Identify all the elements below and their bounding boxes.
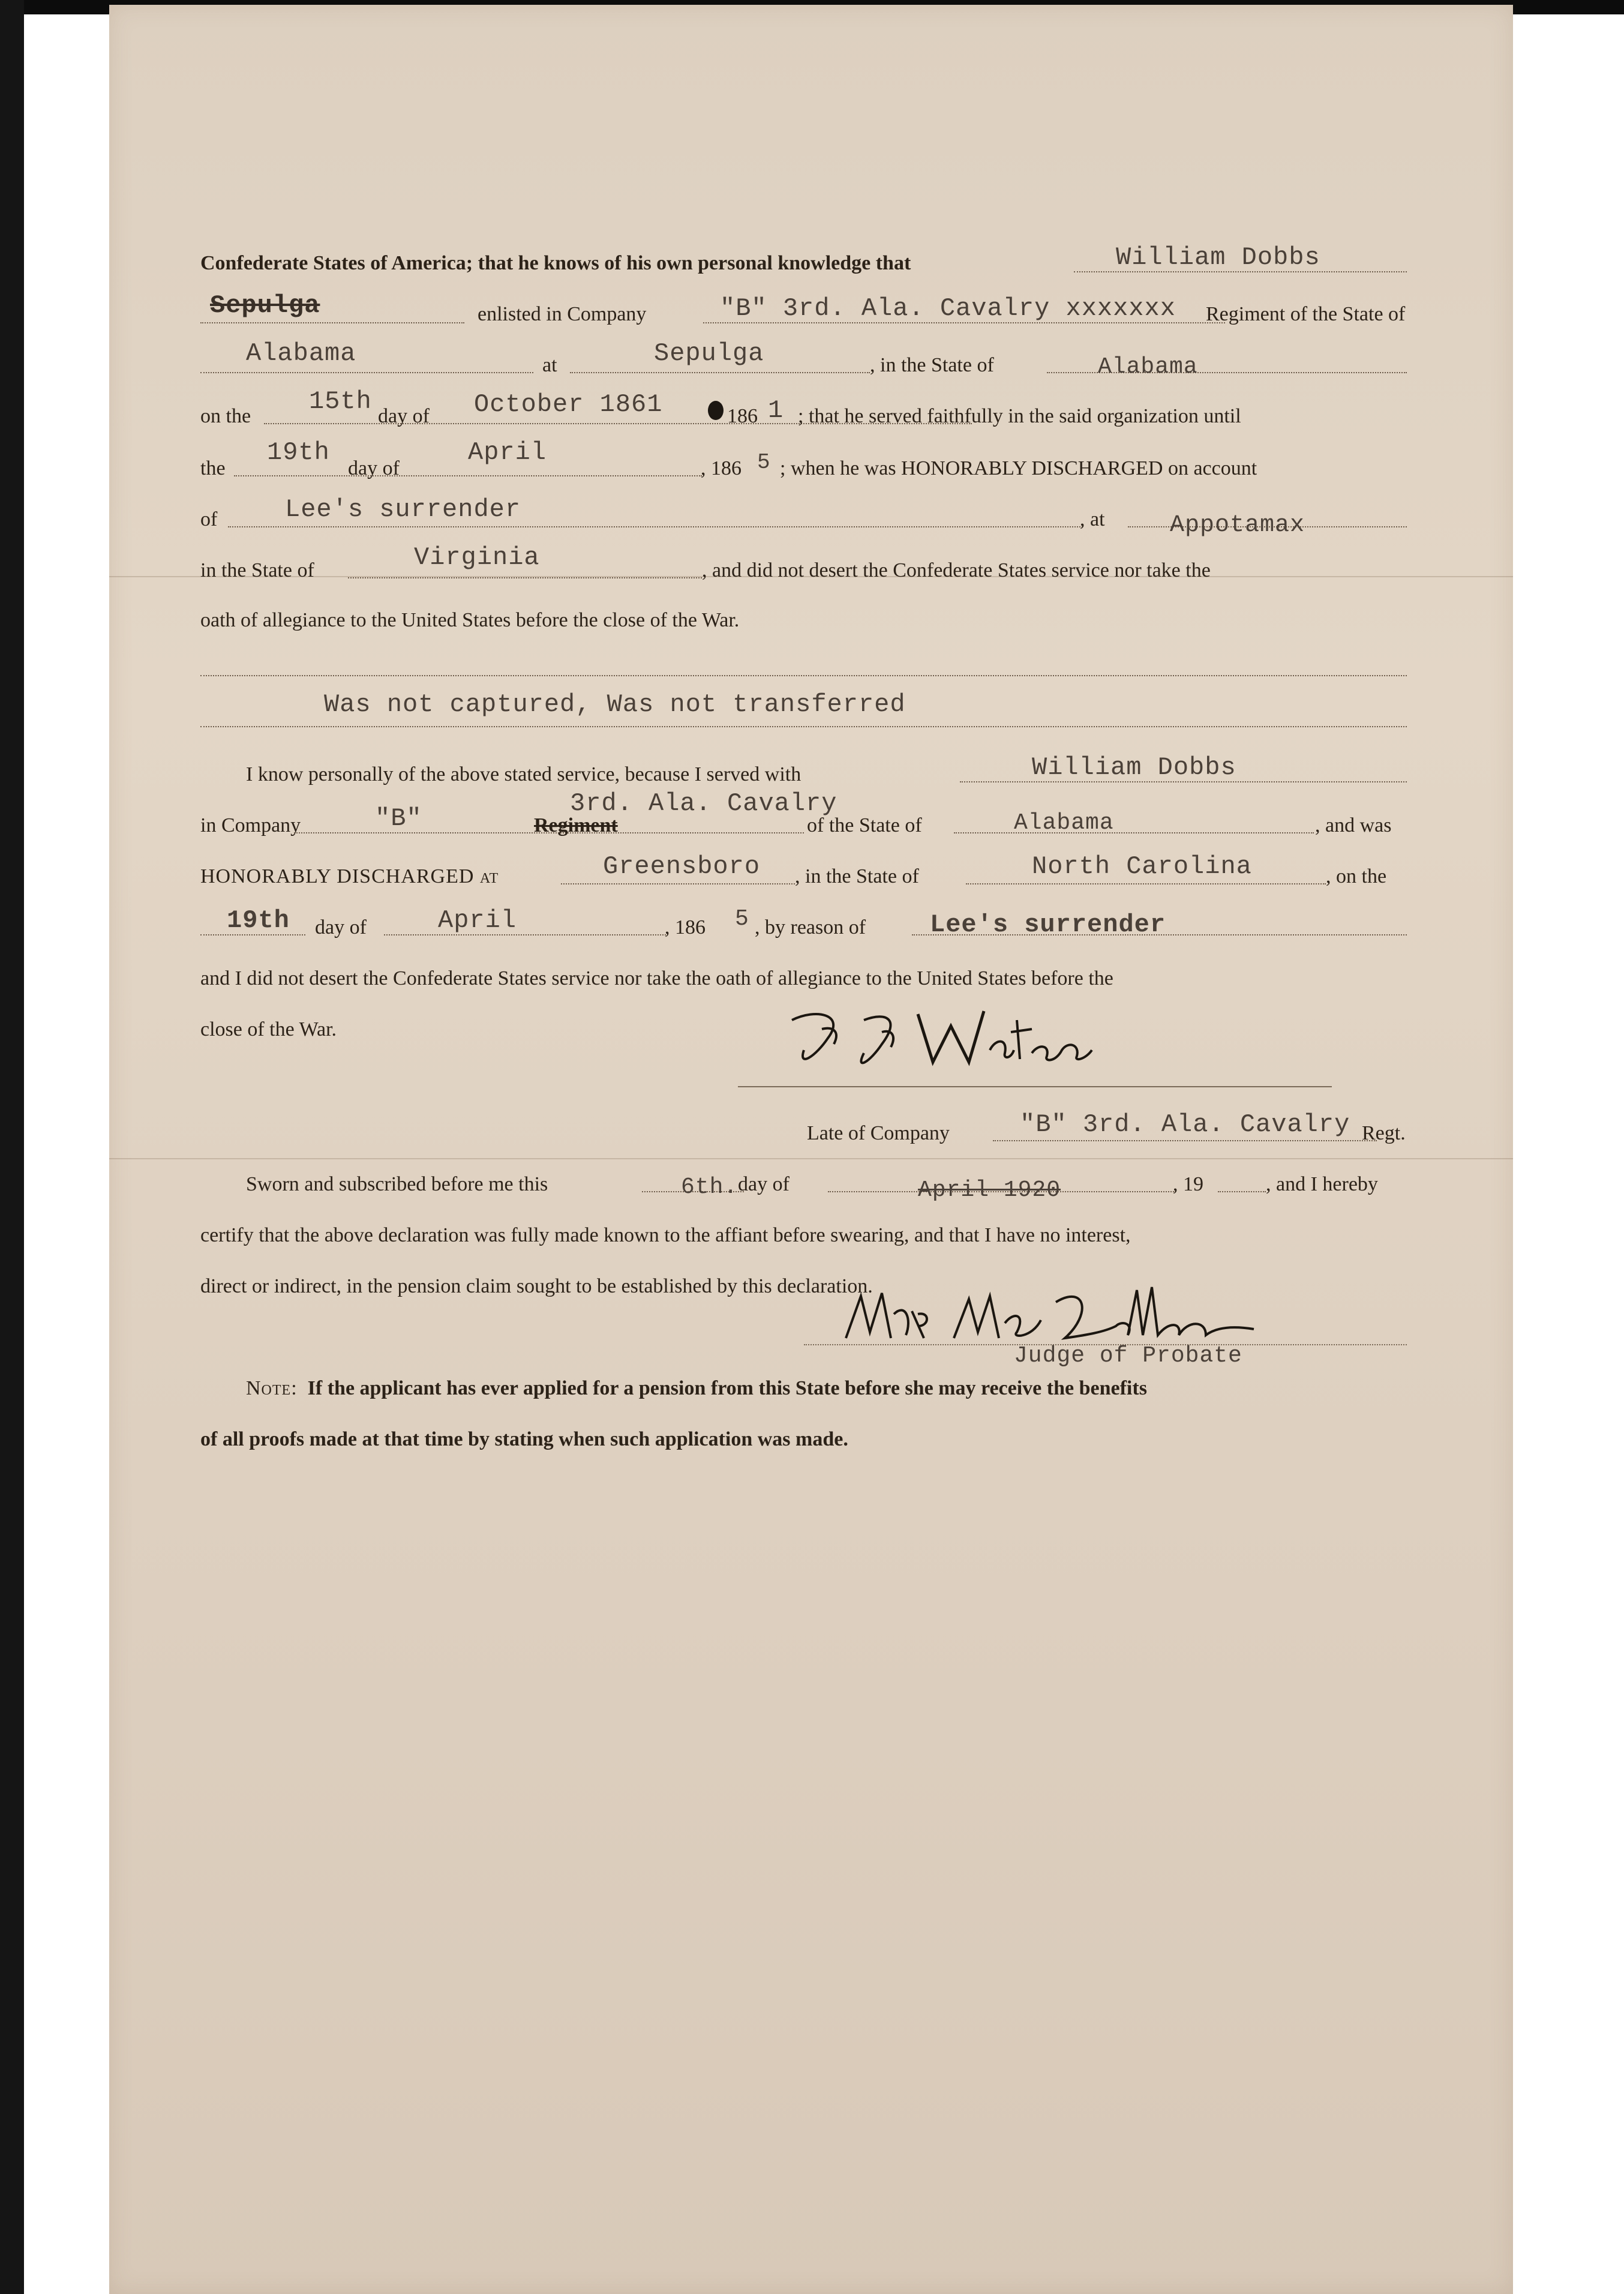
enlist-month: October 1861 (474, 390, 663, 419)
discharge-year-digit: 5 (757, 450, 771, 475)
unit-field: "B" 3rd. Ala. Cavalry xxxxxxx (720, 294, 1176, 323)
veteran-name: William Dobbs (1116, 243, 1320, 272)
affiant-signature (780, 996, 1152, 1086)
note-line2: of all proofs made at that time by stating when such application was made. (200, 1428, 848, 1450)
para1-line2-end: Regiment of the State of (1206, 303, 1406, 325)
note-line1: Note: If the applicant has ever applied for a pension from this State before she may receive the benefits (246, 1377, 1147, 1399)
discharge-day: 19th (267, 438, 330, 467)
comrade-discharge-state: North Carolina (1032, 852, 1252, 881)
comrade-company: "B" (375, 804, 422, 833)
capture-transfer-note: Was not captured, Was not transferred (324, 690, 906, 719)
comrade-discharge-day: 19th (227, 906, 290, 935)
comrade-discharge-month: April (438, 906, 517, 935)
comrade-discharge-year-digit: 5 (735, 906, 749, 932)
enlist-day: 15th (309, 387, 372, 416)
comrade-state: Alabama (1014, 810, 1114, 836)
comrade-discharge-place: Greensboro (603, 852, 761, 881)
ink-blot (708, 401, 724, 420)
struck-regiment: Regiment (534, 814, 618, 836)
comrade-unit: 3rd. Ala. Cavalry (570, 789, 837, 818)
comrade-name: William Dobbs (1032, 753, 1236, 782)
struck-text: Sepulga (210, 291, 320, 320)
discharge-month: April (468, 438, 547, 467)
comrade-discharge-reason: Lee's surrender (930, 910, 1166, 939)
discharge-reason: Lee's surrender (285, 495, 521, 524)
affiant-unit: "B" 3rd. Ala. Cavalry (1020, 1110, 1350, 1139)
state-field: Alabama (246, 339, 356, 368)
enlist-year-digit: 1 (768, 396, 784, 425)
enlist-state: Alabama (1098, 354, 1198, 380)
official-title: Judge of Probate (1014, 1343, 1242, 1369)
scan-left-border (0, 0, 24, 2294)
discharge-state: Virginia (414, 543, 540, 572)
enlist-place: Sepulga (654, 339, 764, 368)
sworn-day: 6th. (681, 1174, 739, 1200)
para1-line2-text: enlisted in Company (478, 303, 647, 325)
para1-line1: Confederate States of America; that he knows of his own personal knowledge that (200, 252, 911, 274)
sworn-month-year: April 1920 (918, 1177, 1061, 1203)
discharge-place: Appotamax (1170, 512, 1305, 539)
fold-crease (109, 1158, 1513, 1159)
